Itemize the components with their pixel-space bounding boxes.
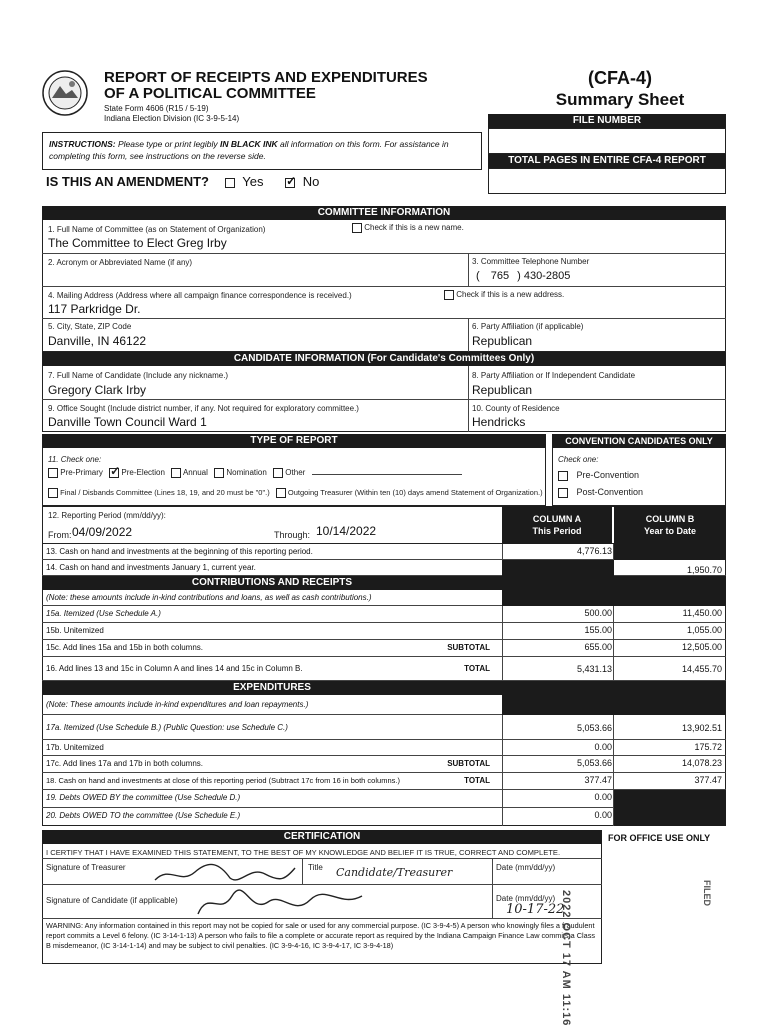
party-affiliation-label: 6. Party Affiliation (if applicable) xyxy=(472,322,584,331)
convention-check-one: Check one: xyxy=(558,455,599,464)
line-15b-col-a[interactable]: 155.00 xyxy=(584,625,612,635)
line-14-col-b[interactable]: 1,950.70 xyxy=(686,565,722,575)
new-name-check xyxy=(352,223,464,233)
line-17c-row xyxy=(42,756,726,773)
check-icon: ✓ xyxy=(110,464,121,478)
line-16-col-a[interactable]: 5,431.13 xyxy=(576,664,612,674)
line-14-label: 14. Cash on hand and investments January 1, current year. xyxy=(46,563,256,572)
nomination-label: Nomination xyxy=(226,468,267,478)
certification-header: CERTIFICATION xyxy=(42,830,602,844)
other-specify-line[interactable] xyxy=(312,474,462,475)
treasurer-signature[interactable] xyxy=(150,860,300,886)
line-18-col-a[interactable]: 377.47 xyxy=(584,775,612,785)
instructions-box xyxy=(42,132,482,170)
office-sought-value[interactable]: Danville Town Council Ward 1 xyxy=(48,415,207,429)
title-value[interactable]: Candidate/Treasurer xyxy=(336,866,453,879)
from-label: From: xyxy=(48,530,72,540)
city-state-zip-label: 5. City, State, ZIP Code xyxy=(48,322,132,331)
line-16-row xyxy=(42,657,726,681)
line-17b-label: 17b. Unitemized xyxy=(46,743,104,752)
type-of-report-header: TYPE OF REPORT xyxy=(42,434,546,448)
line-16-col-b[interactable]: 14,455.70 xyxy=(681,664,722,674)
line-20-col-a[interactable]: 0.00 xyxy=(594,810,612,820)
new-name-label: Check if this is a new name. xyxy=(364,223,464,233)
line-15b-row xyxy=(42,623,726,640)
line-17a-row xyxy=(42,715,726,740)
line-19-label: 19. Debts OWED BY the committee (Use Schedule D.) xyxy=(46,793,241,802)
received-stamp: 2022 OCT 17 AM 11:16 xyxy=(560,890,572,1026)
line-15c-col-a[interactable]: 655.00 xyxy=(584,642,612,652)
form-name: Summary Sheet xyxy=(555,90,685,109)
date-label: Date (mm/dd/yy) xyxy=(496,863,556,872)
through-label: Through: xyxy=(274,530,311,540)
line-17a-col-b[interactable]: 13,902.51 xyxy=(681,723,722,733)
contributions-header: CONTRIBUTIONS AND RECEIPTS xyxy=(42,576,502,590)
telephone-number: 430-2805 xyxy=(523,270,571,282)
date2-label: Date (mm/dd/yy) xyxy=(496,894,556,903)
pre-election-label: Pre-Election xyxy=(121,468,165,478)
pre-convention-checkbox[interactable] xyxy=(558,471,568,481)
line-18-col-b[interactable]: 377.47 xyxy=(694,775,722,785)
treasurer-signature-label: Signature of Treasurer xyxy=(46,863,126,872)
line-17a-label: 17a. Itemized (Use Schedule B.) (Public Question: use Schedule C.) xyxy=(46,723,288,732)
title-line-2: OF A POLITICAL COMMITTEE xyxy=(104,85,316,102)
city-state-zip-value[interactable]: Danville, IN 46122 xyxy=(48,334,147,348)
candidate-signature[interactable] xyxy=(190,886,370,918)
amendment-row xyxy=(46,174,319,189)
line-17c-subtotal: SUBTOTAL xyxy=(447,759,490,768)
check-one-label: 11. Check one: xyxy=(48,455,102,464)
new-name-checkbox[interactable] xyxy=(352,223,362,233)
line-18-row xyxy=(42,773,726,790)
mailing-address-value[interactable]: 117 Parkridge Dr. xyxy=(48,302,141,316)
new-address-check xyxy=(444,290,564,300)
telephone-label: 3. Committee Telephone Number xyxy=(472,257,590,266)
line-20-row xyxy=(42,808,726,826)
certification-statement: I CERTIFY THAT I HAVE EXAMINED THIS STATEMENT, TO THE BEST OF MY KNOWLEDGE AND BELIEF IT IS TRUE, CORRECT AND COMPLETE. xyxy=(46,848,561,857)
line-17c-label: 17c. Add lines 17a and 17b in both columns. xyxy=(46,759,203,768)
election-division: Indiana Election Division (IC 3-9-5-14) xyxy=(104,114,240,123)
line-17c-col-a[interactable]: 5,053.66 xyxy=(576,758,612,768)
line-18-label: 18. Cash on hand and investments at close of this reporting period (Subtract 17c from 16 in both columns.) xyxy=(46,776,400,785)
column-b-title: COLUMN B xyxy=(645,514,695,524)
pre-convention-option xyxy=(558,470,639,481)
state-form-number: State Form 4606 (R15 / 5-19) xyxy=(104,104,209,113)
total-pages-field[interactable] xyxy=(488,168,726,194)
post-convention-label: Post-Convention xyxy=(576,487,644,497)
column-b-header xyxy=(614,506,726,544)
party-affiliation-value[interactable]: Republican xyxy=(472,334,533,348)
line-15c-col-b[interactable]: 12,505.00 xyxy=(681,642,722,652)
column-a-header xyxy=(502,506,612,544)
date2-value[interactable]: 10-17-22 xyxy=(506,902,565,917)
through-date[interactable]: 10/14/2022 xyxy=(316,524,377,538)
column-a-subtitle: This Period xyxy=(532,526,582,536)
line-15a-col-b[interactable]: 11,450.00 xyxy=(682,608,722,618)
telephone-area: 765 xyxy=(490,270,510,282)
line-20-label: 20. Debts OWED TO the committee (Use Schedule E.) xyxy=(46,811,241,820)
amendment-question: IS THIS AN AMENDMENT? xyxy=(46,174,209,189)
form-code: (CFA-4) xyxy=(588,68,652,88)
line-17b-col-a[interactable]: 0.00 xyxy=(594,742,612,752)
candidate-party-label: 8. Party Affiliation or If Independent Candidate xyxy=(472,371,636,380)
final-disbands-checkbox[interactable] xyxy=(48,488,58,498)
outgoing-treasurer-label: Outgoing Treasurer (Within ten (10) days amend Statement of Organization.) xyxy=(287,488,543,497)
line-15a-row xyxy=(42,606,726,623)
file-number-field[interactable] xyxy=(488,128,726,154)
line-13-label: 13. Cash on hand and investments at the beginning of this reporting period. xyxy=(46,547,313,556)
instructions-text-1: Please type or print legibly xyxy=(115,139,221,149)
expenditures-note: (Note: These amounts include in-kind expenditures and loan repayments.) xyxy=(46,700,309,709)
line-14-row xyxy=(42,560,726,576)
outgoing-treasurer-checkbox[interactable] xyxy=(276,488,286,498)
line-17a-col-a[interactable]: 5,053.66 xyxy=(576,723,612,733)
committee-name-label: 1. Full Name of Committee (as on Statement of Organization) xyxy=(48,225,266,234)
committee-name-value[interactable]: The Committee to Elect Greg Irby xyxy=(48,236,227,250)
office-use-label: FOR OFFICE USE ONLY xyxy=(608,833,711,843)
column-b-subtitle: Year to Date xyxy=(643,526,697,536)
telephone-value[interactable]: ( 765 ) 430-2805 xyxy=(476,270,571,282)
instructions-text-2: all information on this form. For assistance in completing this form, see instructions on the reverse side. xyxy=(49,139,449,161)
convention-header: CONVENTION CANDIDATES ONLY xyxy=(552,434,726,448)
pre-primary-label: Pre-Primary xyxy=(60,468,103,478)
candidate-name-value[interactable]: Gregory Clark Irby xyxy=(48,383,147,397)
new-address-label: Check if this is a new address. xyxy=(456,290,565,300)
line-15c-row xyxy=(42,640,726,657)
annual-checkbox[interactable] xyxy=(171,468,181,478)
state-seal xyxy=(42,70,88,116)
nomination-checkbox[interactable] xyxy=(214,468,224,478)
mailing-address-label: 4. Mailing Address (Address where all campaign finance correspondence is received.) xyxy=(48,291,352,300)
final-disbands-label: Final / Disbands Committee (Lines 18, 19, and 20 must be "0".) xyxy=(60,488,270,497)
filed-stamp: FILED xyxy=(702,880,712,906)
line-18-total: TOTAL xyxy=(464,776,490,785)
office-sought-label: 9. Office Sought (Include district number, if any. Not required for exploratory committee.) xyxy=(48,404,359,413)
post-convention-option xyxy=(558,487,643,498)
pre-election-checkbox[interactable] xyxy=(109,464,121,478)
pre-convention-label: Pre-Convention xyxy=(576,470,640,480)
line-15b-col-b[interactable]: 1,055.00 xyxy=(686,625,722,635)
candidate-name-label: 7. Full Name of Candidate (Include any nickname.) xyxy=(48,371,229,380)
other-label: Other xyxy=(285,468,306,478)
column-a-title: COLUMN A xyxy=(532,514,582,524)
candidate-info-header: CANDIDATE INFORMATION (For Candidate's Committees Only) xyxy=(42,352,726,366)
title-label: Title xyxy=(308,863,323,872)
county-value[interactable]: Hendricks xyxy=(472,415,526,429)
line-15a-label: 15a. Itemized (Use Schedule A.) xyxy=(46,609,161,618)
instructions-label: INSTRUCTIONS: xyxy=(49,139,116,149)
line-15b-label: 15b. Unitemized xyxy=(46,626,104,635)
line-16-total: TOTAL xyxy=(464,664,490,673)
check-icon: ✓ xyxy=(286,173,297,188)
line-19-row xyxy=(42,790,726,808)
instructions-ink: IN BLACK INK xyxy=(220,139,278,149)
amendment-no-checkbox[interactable] xyxy=(285,173,297,188)
line-15a-col-a[interactable]: 500.00 xyxy=(584,608,612,618)
amendment-yes-checkbox[interactable] xyxy=(225,178,235,188)
line-15c-label: 15c. Add lines 15a and 15b in both columns. xyxy=(46,643,203,652)
post-convention-checkbox[interactable] xyxy=(558,488,568,498)
county-label: 10. County of Residence xyxy=(472,404,560,413)
file-number-header: FILE NUMBER xyxy=(488,114,726,128)
line-13-row xyxy=(42,544,726,560)
total-pages-header: TOTAL PAGES IN ENTIRE CFA-4 REPORT xyxy=(488,154,726,168)
candidate-party-value[interactable]: Republican xyxy=(472,383,533,397)
other-checkbox[interactable] xyxy=(273,468,283,478)
line-17b-row xyxy=(42,740,726,756)
warning-text: WARNING: Any information contained in this report may not be copied for sale or used for any commercial purpose. (IC 3-9-4-5) A person who knowingly files a fraudulent report commits a Level 6 felony. (IC 3-14-1-13) A person who fails to file a complete or accurate report as required by the Indiana Campaign Finance Law commits a Class B misdemeanor, (IC 3-14-1-14) and may be subject to civil penalties. (IC 3-9-4-16, IC 3-9-4-17, IC 3-9-4-18) xyxy=(46,921,596,950)
contributions-note: (Note: these amounts include in-kind contributions and loans, as well as cash contributions.) xyxy=(46,593,372,602)
contributions-note-row xyxy=(42,590,726,606)
committee-info-header: COMMITTEE INFORMATION xyxy=(42,206,726,220)
new-address-checkbox[interactable] xyxy=(444,290,454,300)
final-options xyxy=(48,488,543,498)
expenditures-note-row xyxy=(42,695,726,715)
amendment-no-label: No xyxy=(302,174,320,189)
line-16-label: 16. Add lines 13 and 15c in Column A and lines 14 and 15c in Column B. xyxy=(46,664,303,673)
line-13-col-a[interactable]: 4,776.13 xyxy=(576,546,612,556)
line-17c-col-b[interactable]: 14,078.23 xyxy=(681,758,722,768)
amendment-yes-label: Yes xyxy=(242,174,264,189)
from-date[interactable]: 04/09/2022 xyxy=(72,525,133,539)
line-17b-col-b[interactable]: 175.72 xyxy=(694,742,722,752)
acronym-label: 2. Acronym or Abbreviated Name (if any) xyxy=(48,258,193,267)
pre-primary-checkbox[interactable] xyxy=(48,468,58,478)
reporting-period-label: 12. Reporting Period (mm/dd/yy): xyxy=(48,511,166,520)
form-title xyxy=(104,70,428,102)
line-19-col-a[interactable]: 0.00 xyxy=(594,792,612,802)
candidate-signature-label: Signature of Candidate (if applicable) xyxy=(46,896,178,905)
annual-label: Annual xyxy=(182,468,208,478)
report-options xyxy=(48,464,462,478)
title-line-1: REPORT OF RECEIPTS AND EXPENDITURES xyxy=(104,69,428,86)
expenditures-header: EXPENDITURES xyxy=(42,681,502,695)
line-15c-subtotal: SUBTOTAL xyxy=(447,643,490,652)
